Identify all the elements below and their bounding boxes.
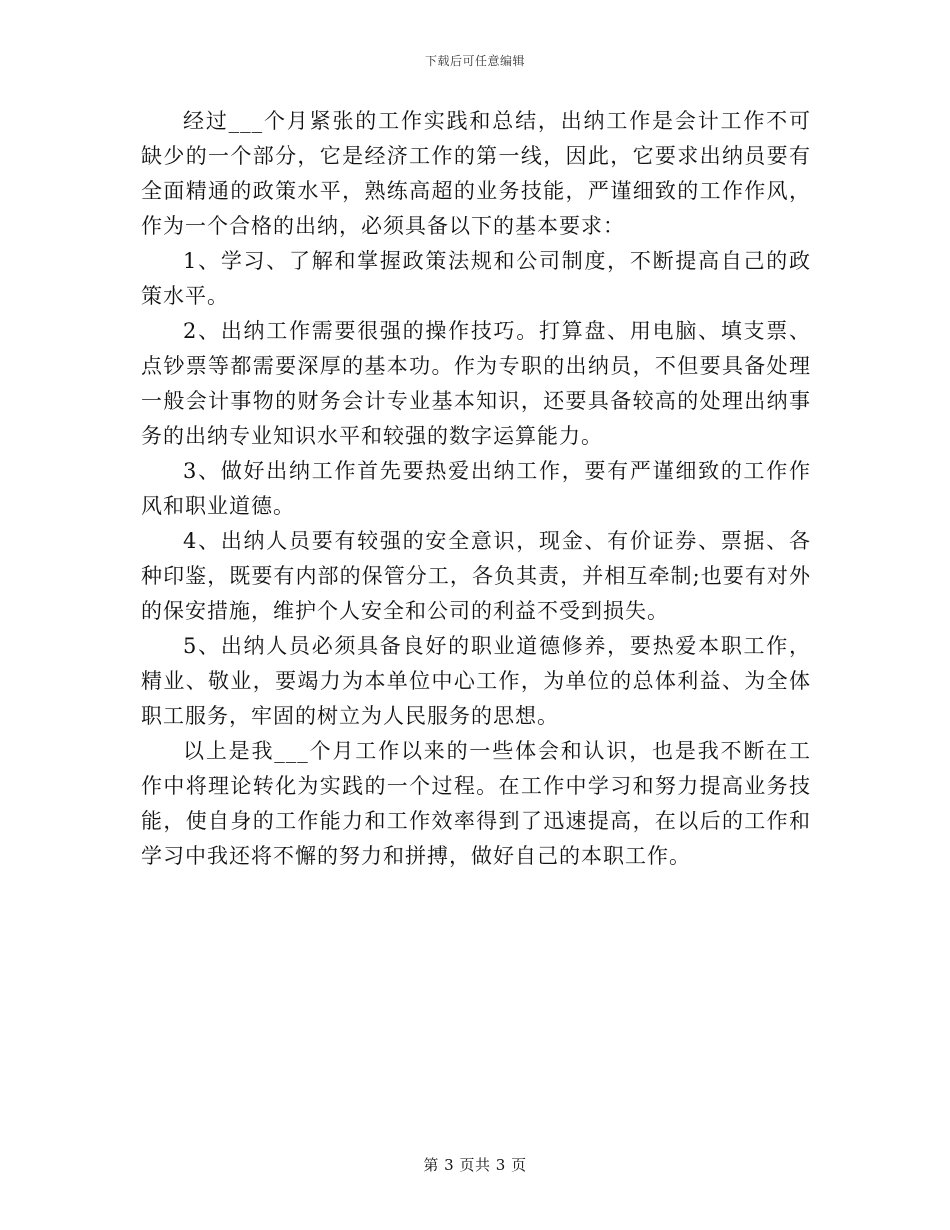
document-body — [141, 104, 811, 874]
paragraph-item-4: 4、出纳人员要有较强的安全意识，现金、有价证券、票据、各种印鉴，既要有内部的保管分工，各负其责，并相互牵制;也要有对外的保安措施，维护个人安全和公司的利益不受到损失。 — [141, 529, 811, 623]
page-footer: 第 3 页共 3 页 — [423, 1156, 527, 1174]
paragraph-item-1: 1、学习、了解和掌握政策法规和公司制度，不断提高自己的政策水平。 — [141, 249, 811, 308]
paragraph-item-5: 5、出纳人员必须具备良好的职业道德修养，要热爱本职工作，精业、敬业，要竭力为本单位中心工作，为单位的总体利益、为全体职工服务，牢固的树立为人民服务的思想。 — [141, 634, 811, 728]
paragraph-intro: 经过___个月紧张的工作实践和总结，出纳工作是会计工作不可缺少的一个部分，它是经济工作的第一线，因此，它要求出纳员要有全面精通的政策水平，熟练高超的业务技能，严谨细致的工作作风，作为一个合格的出纳，必须具备以下的基本要求： — [141, 109, 811, 238]
paragraph-item-3: 3、做好出纳工作首先要热爱出纳工作，要有严谨细致的工作作风和职业道德。 — [141, 459, 811, 518]
page-header: 下载后可任意编辑 — [424, 54, 525, 68]
paragraph-item-2: 2、出纳工作需要很强的操作技巧。打算盘、用电脑、填支票、点钞票等都需要深厚的基本功。作为专职的出纳员，不但要具备处理一般会计事物的财务会计专业基本知识，还要具备较高的处理出纳事务的出纳专业知识水平和较强的数字运算能力。 — [141, 319, 811, 448]
paragraph-conclusion: 以上是我___个月工作以来的一些体会和认识，也是我不断在工作中将理论转化为实践的一个过程。在工作中学习和努力提高业务技能，使自身的工作能力和工作效率得到了迅速提高，在以后的工作和学习中我还将不懈的努力和拼搏，做好自己的本职工作。 — [141, 739, 811, 868]
